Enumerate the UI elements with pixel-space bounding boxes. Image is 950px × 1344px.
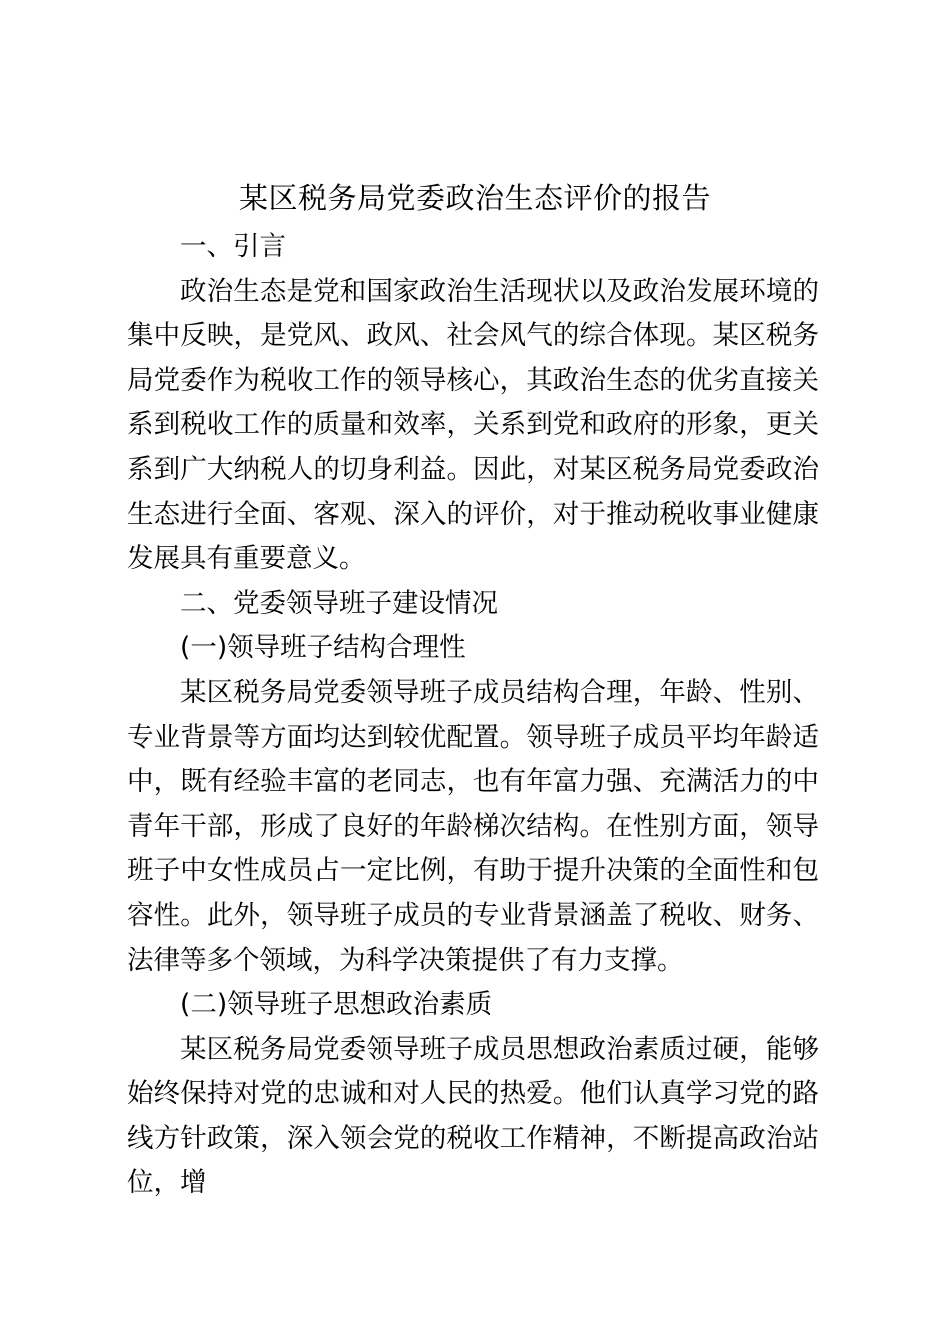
subheading-structure: (一)领导班子结构合理性: [180, 632, 466, 664]
paragraph-introduction: 政治生态是党和国家政治生活现状以及政治发展环境的集中反映，是党风、政风、社会风气的综合体现。某区税务局党委作为税收工作的领导核心，其政治生态的优劣直接关系到税收工作的质量和效率，关系到党和政府的形象，更关系到广大纳税人的切身利益。因此，对某区税务局党委政治生态进行全面、客观、深入的评价，对于推动税收事业健康发展具有重要意义。: [127, 275, 819, 575]
subheading-political-quality: (二)领导班子思想政治素质: [180, 989, 493, 1021]
paragraph-political-quality: 某区税务局党委领导班子成员思想政治素质过硬，能够始终保持对党的忠诚和对人民的热爱。他们认真学习党的路线方针政策，深入领会党的税收工作精神，不断提高政治站位，增: [127, 1033, 819, 1199]
document-body: [127, 225, 819, 1206]
document-title: 某区税务局党委政治生态评价的报告: [238, 181, 711, 215]
heading-leadership: 二、党委领导班子建设情况: [180, 587, 498, 619]
paragraph-structure: 某区税务局党委领导班子成员结构合理，年龄、性别、专业背景等方面均达到较优配置。领导班子成员平均年龄适中，既有经验丰富的老同志，也有年富力强、充满活力的中青年干部，形成了良好的年龄梯次结构。在性别方面，领导班子中女性成员占一定比例，有助于提升决策的全面性和包容性。此外，领导班子成员的专业背景涵盖了税收、财务、法律等多个领域，为科学决策提供了有力支撑。: [127, 676, 819, 976]
heading-introduction: 一、引言: [180, 231, 286, 262]
